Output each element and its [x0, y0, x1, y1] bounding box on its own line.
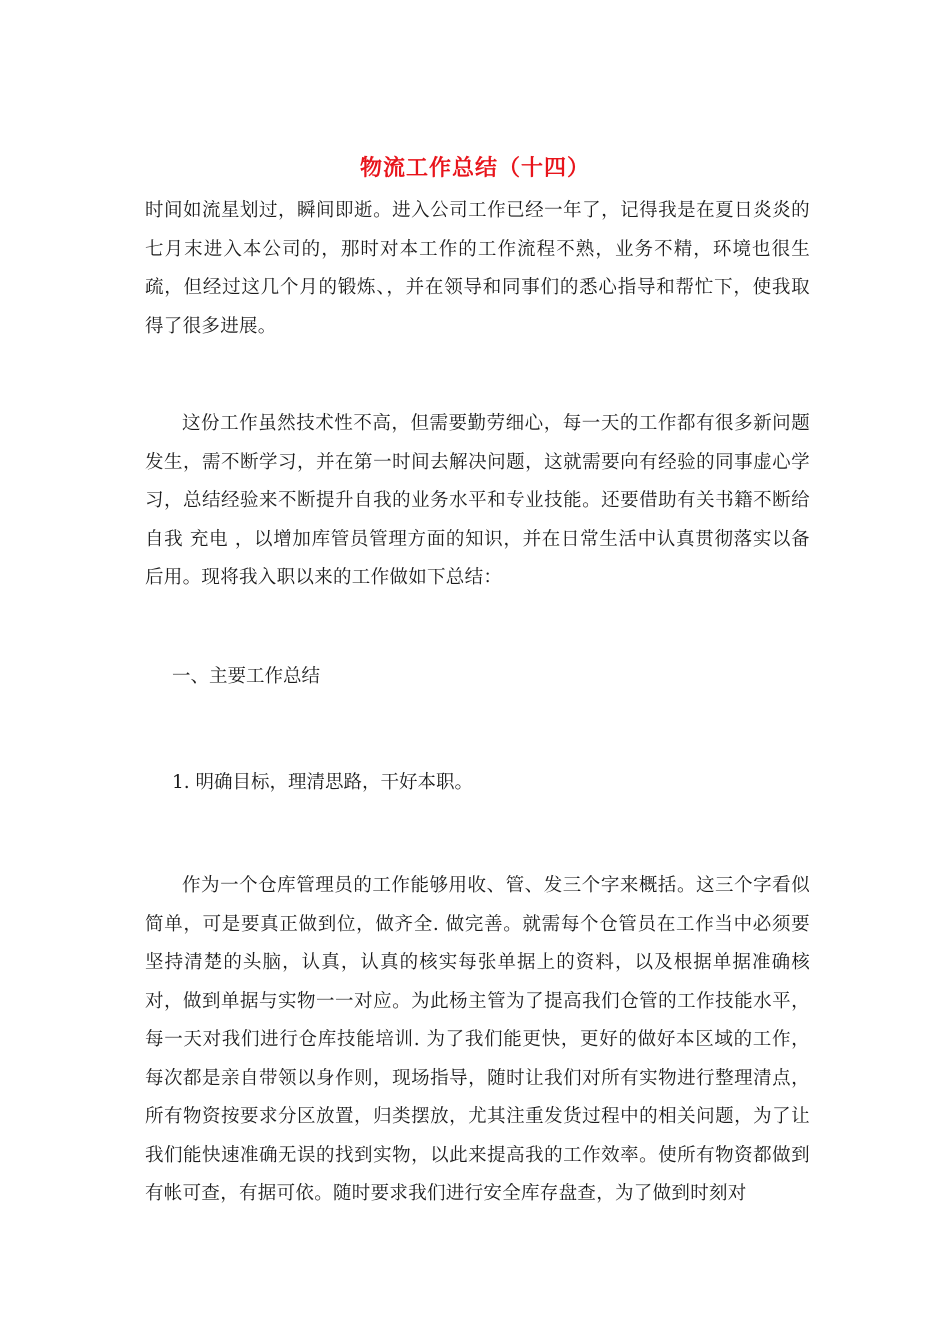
body-paragraph-work-nature: 这份工作虽然技术性不高，但需要勤劳细心，每一天的工作都有很多新问题发生，需不断学习，并在第一时间去解决问题，这就需要向有经验的同事虚心学习，总结经验来不断提升自我的业务水平和专业技能。还要借助有关书籍不断给自我 充电 ，以增加库管员管理方面的知识，并在日常生活中认真贯彻落实以备后用。现将我入职以来的工作做如下总结：	[145, 413, 810, 588]
body-paragraph-warehouse-duties: 作为一个仓库管理员的工作能够用收、管、发三个字来概括。这三个字看似简单，可是要真正做到位，做齐全. 做完善。就需每个仓管员在工作当中必须要坚持清楚的头脑，认真，认真的核实每张单据上的资料，以及根据单据准确核对，做到单据与实物一一对应。为此杨主管为了提高我们仓管的工作技能水平，每一天对我们进行仓库技能培训. 为了我们能更快，更好的做好本区域的工作，每次都是亲自带领以身作则，现场指导，随时让我们对所有实物进行整理清点，所有物资按要求分区放置，归类摆放，尤其注重发货过程中的相关问题，为了让我们能快速准确无误的找到实物，以此来提高我的工作效率。使所有物资都做到有帐可查，有据可依。随时要求我们进行安全库存盘查，为了做到时刻对	[145, 875, 810, 1204]
section-heading: 一、主要工作总结	[172, 666, 321, 687]
page-title: 物流工作总结（十四）	[359, 155, 590, 181]
subsection-heading: 1. 明确目标，理清思路，干好本职。	[172, 772, 474, 793]
intro-paragraph: 时间如流星划过，瞬间即逝。进入公司工作已经一年了，记得我是在夏日炎炎的七月末进入本公司的，那时对本工作的工作流程不熟，业务不精，环境也很生疏，但经过这几个月的锻炼、，并在领导和同事们的悉心指导和帮忙下，使我取得了很多进展。	[145, 200, 810, 337]
